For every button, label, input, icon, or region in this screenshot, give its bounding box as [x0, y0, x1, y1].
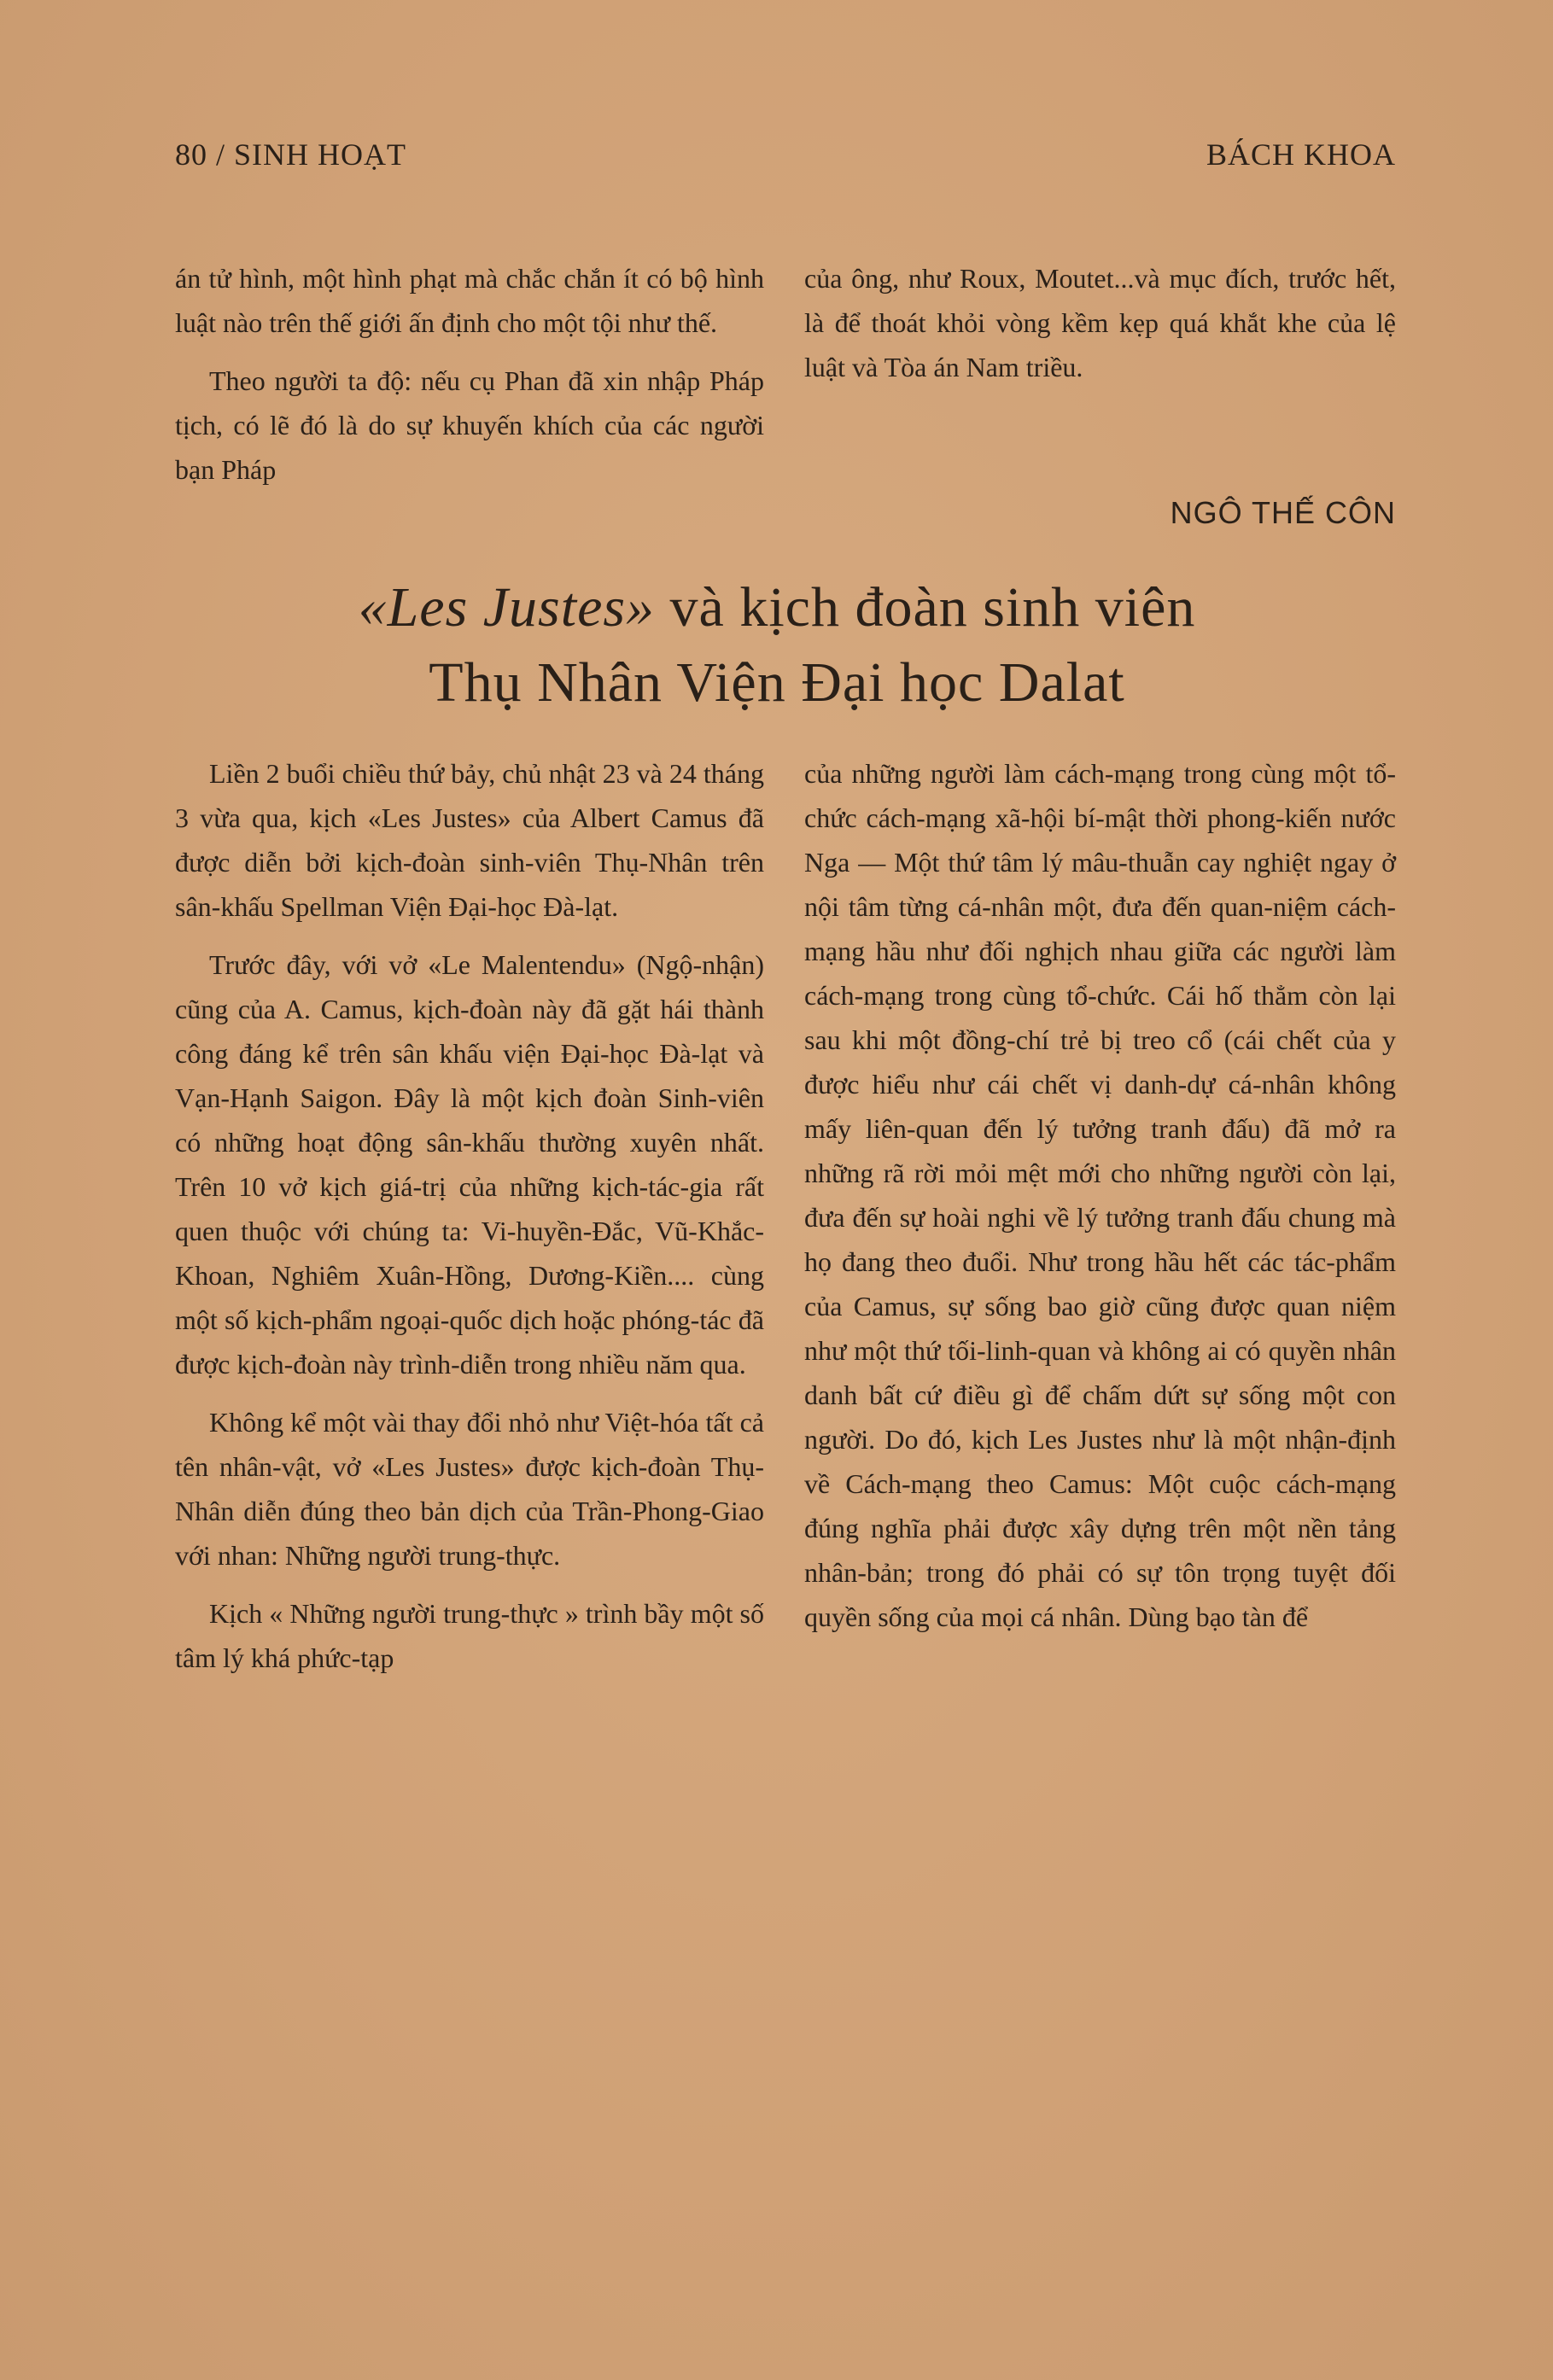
running-header: [175, 137, 1396, 179]
previous-article-right-column: [804, 256, 1396, 403]
title-italic-part: «Les Justes»: [358, 576, 656, 639]
article-right-column: [804, 751, 1396, 1653]
paragraph: Liền 2 buổi chiều thứ bảy, chủ nhật 23 và 24 tháng 3 vừa qua, kịch «Les Justes» của Albert Camus đã được diễn bởi kịch-đoàn sinh-viên Thụ-Nhân trên sân-khấu Spellman Viện Đại-học Đà-lạt.: [175, 758, 764, 922]
article-title: [154, 570, 1400, 720]
title-line-1: [154, 570, 1400, 645]
paragraph: của ông, như Roux, Moutet...và mục đích, trước hết, là để thoát khỏi vòng kềm kẹp quá khắt khe của lệ luật và Tòa án Nam triều.: [804, 263, 1396, 382]
title-rest: và kịch đoàn sinh viên: [655, 576, 1196, 639]
author-signature: NGÔ THẾ CÔN: [1170, 495, 1396, 530]
title-line-2: Thụ Nhân Viện Đại học Dalat: [429, 651, 1125, 714]
paragraph: Theo người ta độ: nếu cụ Phan đã xin nhập Pháp tịch, có lẽ đó là do sự khuyến khích của các người bạn Pháp: [175, 365, 764, 485]
previous-article-left-column: [175, 256, 764, 505]
paragraph: Kịch « Những người trung-thực » trình bầy một số tâm lý khá phức-tạp: [175, 1598, 764, 1673]
magazine-name: BÁCH KHOA: [1206, 137, 1396, 172]
paragraph: án tử hình, một hình phạt mà chắc chắn ít có bộ hình luật nào trên thế giới ấn định cho một tội như thế.: [175, 263, 764, 338]
paragraph: Không kể một vài thay đổi nhỏ như Việt-hóa tất cả tên nhân-vật, vở «Les Justes» được kịch-đoàn Thụ-Nhân diễn đúng theo bản dịch của Trần-Phong-Giao với nhan: Những người trung-thực.: [175, 1407, 764, 1571]
paragraph: của những người làm cách-mạng trong cùng một tổ-chức cách-mạng xã-hội bí-mật thời phong-kiến nước Nga — Một thứ tâm lý mâu-thuẫn cay nghiệt ngay ở nội tâm từng cá-nhân một, đưa đến quan-niệm cách-mạng hầu như đối nghịch nhau giữa các người làm cách-mạng trong cùng tổ-chức. Cái hố thẳm còn lại sau khi một đồng-chí trẻ bị treo cổ (cái chết của y được hiểu như cái chết vị danh-dự cá-nhân không mấy liên-quan đến lý tưởng tranh đấu) đã mở ra những rã rời mỏi mệt mới cho những người còn lại, đưa đến sự hoài nghi về lý tưởng tranh đấu chung mà họ đang theo đuổi. Như trong hầu hết các tác-phẩm của Camus, sự sống bao giờ cũng được quan niệm như một thứ tối-linh-quan và không ai có quyền nhân danh bất cứ điều gì để chấm dứt sự sống một con người. Do đó, kịch Les Justes như là một nhận-định về Cách-mạng theo Camus: Một cuộc cách-mạng đúng nghĩa phải được xây dựng trên một nền tảng nhân-bản; trong đó phải có sự tôn trọng tuyệt đối quyền sống của mọi cá nhân. Dùng bạo tàn để: [804, 758, 1396, 1632]
page-number-section: 80 / SINH HOẠT: [175, 137, 406, 172]
paragraph: Trước đây, với vở «Le Malentendu» (Ngộ-nhận) cũng của A. Camus, kịch-đoàn này đã gặt hái thành công đáng kể trên sân khấu viện Đại-học Đà-lạt và Vạn-Hạnh Saigon. Đây là một kịch đoàn Sinh-viên có những hoạt động sân-khấu thường xuyên nhất. Trên 10 vở kịch giá-trị của những kịch-tác-gia rất quen thuộc với chúng ta: Vi-huyền-Đắc, Vũ-Khắc-Khoan, Nghiêm Xuân-Hồng, Dương-Kiền.... cùng một số kịch-phẩm ngoại-quốc dịch hoặc phóng-tác đã được kịch-đoàn này trình-diễn trong nhiều năm qua.: [175, 949, 764, 1380]
article-left-column: [175, 751, 764, 1694]
